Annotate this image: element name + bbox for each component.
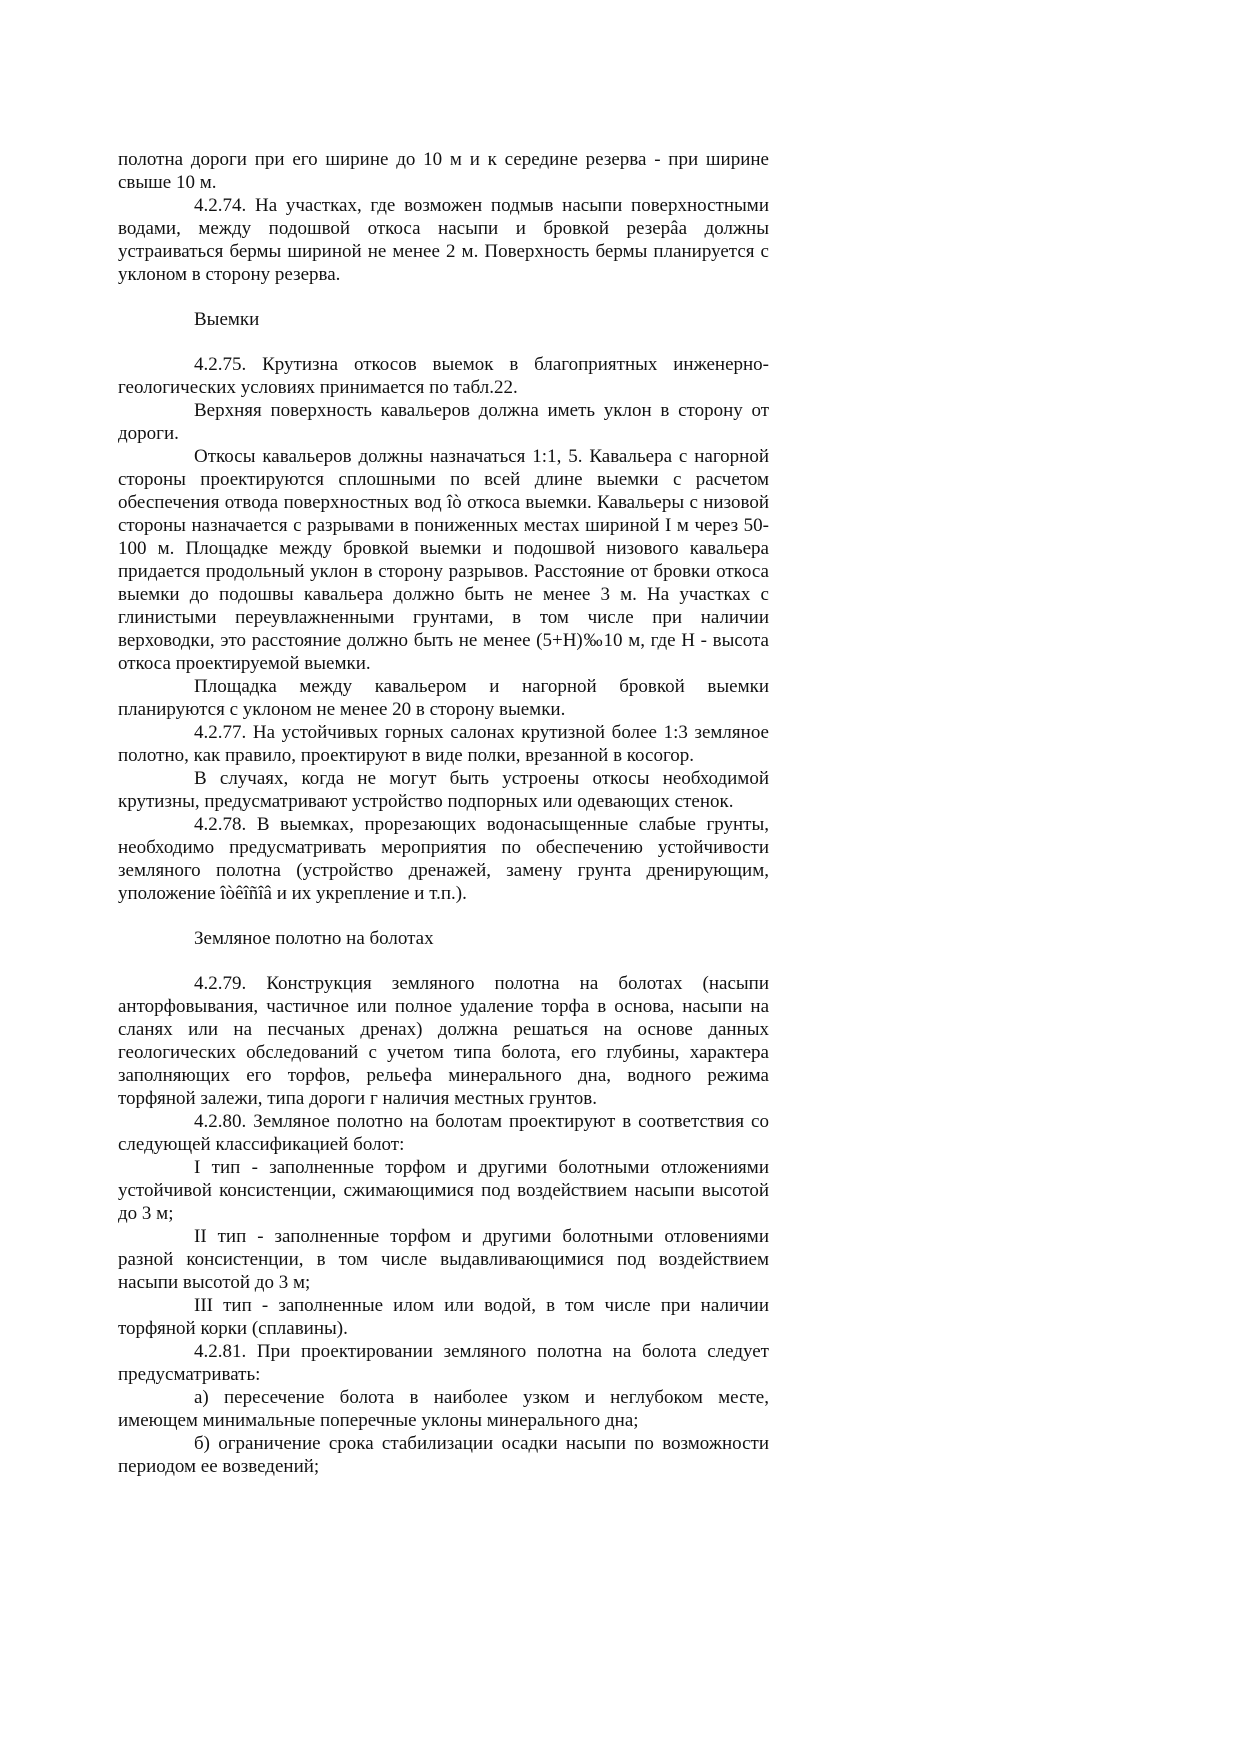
section-heading-vyemki: Выемки <box>194 309 260 330</box>
paragraph: Площадка между кавальером и нагорной бровкой выемки планируются с уклоном не менее 20 в сторону выемки. <box>118 676 769 720</box>
list-item-a: а) пересечение болота в наиболее узком и неглубоком месте, имеющем минимальные поперечные уклоны минерального дна; <box>118 1387 769 1431</box>
spacer <box>118 286 769 308</box>
paragraph-4-2-75: 4.2.75. Крутизна откосов выемок в благоприятных инженерно-геологических условиях принимается по табл.22. <box>118 354 769 398</box>
paragraph-4-2-77: 4.2.77. На устойчивых горных салонах крутизной более 1:3 земляное полотно, как правило, проектируют в виде полки, врезанной в косогор. <box>118 722 769 766</box>
spacer <box>118 950 769 972</box>
list-item-type-1: I тип - заполненные торфом и другими болотными отложениями устойчивой консистенции, сжимающимися под воздействием насыпи высотой до 3 м; <box>118 1157 769 1224</box>
paragraph: В случаях, когда не могут быть устроены откосы необходимой крутизны, предусматривают устройство подпорных или одевающих стенок. <box>118 768 769 812</box>
paragraph: полотна дороги при его ширине до 10 м и к середине резерва - при ширине свыше 10 м. <box>118 149 769 193</box>
paragraph-4-2-74: 4.2.74. На участках, где возможен подмыв насыпи поверхностными водами, между подошвой откоса насыпи и бровкой резерâа должны устраиваться бермы шириной не менее 2 м. Поверхность бермы планируется с уклоном в сторону резерва. <box>118 195 769 285</box>
paragraph: Верхняя поверхность кавальеров должна иметь уклон в сторону от дороги. <box>118 400 769 444</box>
list-item-type-2: II тип - заполненные торфом и другими болотными отловениями разной консистенции, в том числе выдавливающимися под воздействием насыпи высотой до 3 м; <box>118 1226 769 1293</box>
section-heading-bolota: Земляное полотно на болотах <box>194 928 434 949</box>
paragraph-4-2-79: 4.2.79. Конструкция земляного полотна на болотах (насыпи анторфовывания, частичное или полное удаление торфа в основа, насыпи на сланях или на песчаных дренах) должна решаться на основе данных геологических обследований с учетом типа болота, его глубины, характера заполняющих его торфов, рельефа минерального дна, водного режима торфяной залежи, типа дороги г наличия местных грунтов. <box>118 973 769 1109</box>
paragraph-4-2-80: 4.2.80. Земляное полотно на болотам проектируют в соответствия со следующей классификацией болот: <box>118 1111 769 1155</box>
list-item-b: б) ограничение срока стабилизации осадки насыпи по возможности периодом ее возведений; <box>118 1433 769 1477</box>
paragraph-4-2-78: 4.2.78. В выемках, прорезающих водонасыщенные слабые грунты, необходимо предусматривать мероприятия по обеспечению устойчивости земляного полотна (устройство дренажей, замену грунта дренирующим, уположение îòêîñîâ и их укрепление и т.п.). <box>118 814 769 904</box>
list-item-type-3: III тип - заполненные илом или водой, в том числе при наличии торфяной корки (сплавины). <box>118 1295 769 1339</box>
paragraph: Откосы кавальеров должны назначаться 1:1, 5. Кавальера с нагорной стороны проектируются сплошными по всей длине выемки с расчетом обеспечения отвода поверхностных вод îò откоса выемки. Кавальеры с низовой стороны назначается с разрывами в пониженных местах шириной I м через 50-100 м. Площадке между бровкой выемки и подошвой низового кавальера придается продольный уклон в сторону разрывов. Расстояние от бровки откоса выемки до подошвы кавальера должно быть не менее 3 м. На участках с глинистыми переувлажненными грунтами, в том числе при наличии верховодки, это расстояние должно быть не менее (5+Н)‰10 м, где Н - высота откоса проектируемой выемки. <box>118 446 769 674</box>
spacer <box>118 331 769 353</box>
paragraph-4-2-81: 4.2.81. При проектировании земляного полотна на болота следует предусматривать: <box>118 1341 769 1385</box>
spacer <box>118 905 769 927</box>
document-page <box>118 148 769 1478</box>
